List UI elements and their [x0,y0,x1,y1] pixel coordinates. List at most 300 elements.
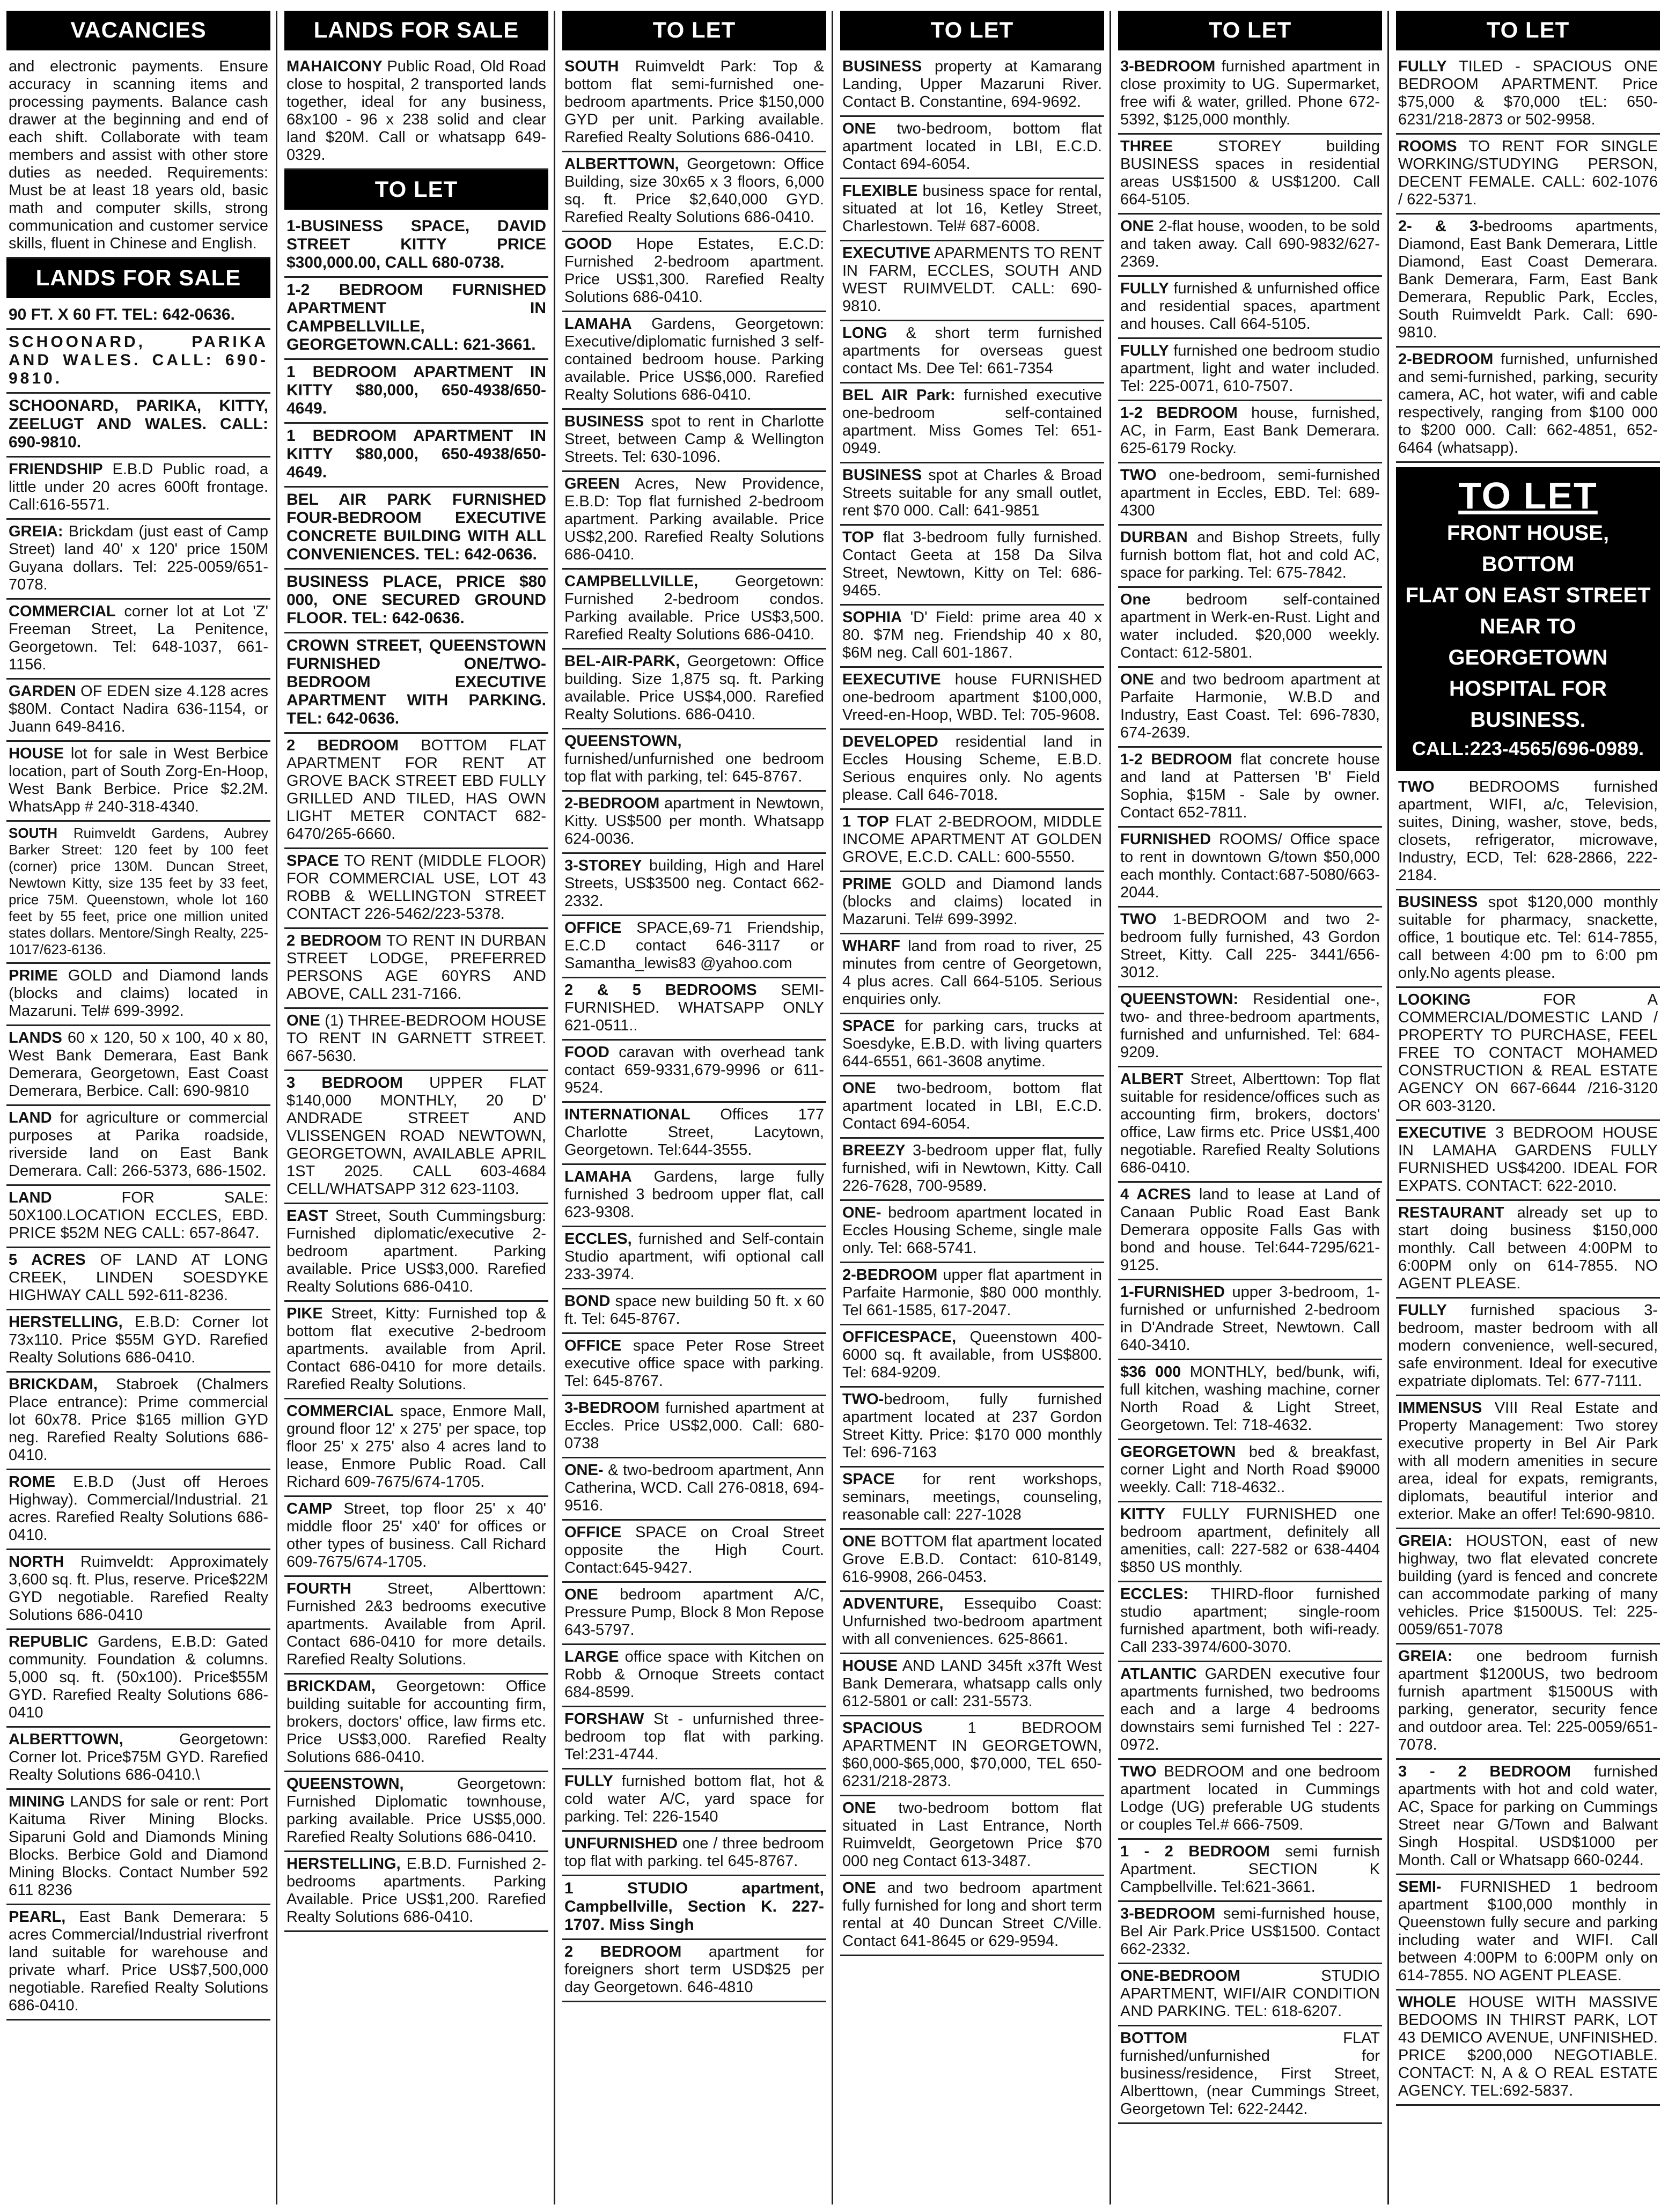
ad-lead: BUSINESS [842,467,922,484]
ad-body: GARDEN executive four apartments furnished, two bedrooms each and a large 4 bedrooms downstairs semi furnished Tel : 227-0972. [1120,1665,1380,1753]
ad-body: E.B.D Public road, a little under 20 acres 600ft frontage. Call:616-5571. [9,461,268,513]
classified-ad [1118,1902,1382,1964]
ad-body: Georgetown: Office building. Size 1,875 sq. ft. Parking available. Price US$4,000. Rarefied Realty Solutions. 686-0410. [564,653,824,723]
ad-lead: NORTH [9,1553,64,1570]
ad-body: and electronic payments. Ensure accuracy in scanning items and processing payments. Balance cash drawer at the beginning and end of each shift. Collaborate with team members and assist with other store duties as needed. Requirements: Must be at least 18 years old, basic math and computer skills, strong communication and customer service skills, fluent in Chinese and English. [9,58,268,252]
ad-lead: GARDEN [9,683,76,700]
ad-body: 3 BEDROOM HOUSE IN LAMAHA GARDENS FULLY FURNISHED US$4200. IDEAL FOR EXPATS. CONTACT: 622-2010. [1398,1124,1658,1195]
classified-ad [284,849,548,929]
classified-ad [6,1728,270,1790]
classified-ad [840,1654,1104,1716]
ad-lead: EXECUTIVE [1398,1124,1487,1141]
classified-ad [6,822,270,964]
ad-lead: 1-2 BEDROOM [1120,404,1238,422]
ad-body: business space for rental, situated at lot 16, Ketley Street, Charlestown. Tel# 687-6008. [842,182,1102,235]
ad-body: flat concrete house and land at Pattersen 'B' Field Sophia, $15M - Sale by owner. Contact 652-7811. [1120,751,1380,821]
classified-ad [284,1497,548,1577]
ad-lead: SPACE [842,1017,895,1035]
ad-body: Gardens, E.B.D: Gated community. Foundation & columns. 5,000 sq. ft. (50x100). Price$55M GYD. Rarefied Realty Solutions 686-0410 [9,1633,268,1721]
ad-body: Ruimveldt Gardens, Aubrey Barker Street: 120 feet by 100 feet (corner) price 130M. Duncan Street, Newtown Kitty, size 135 feet by 33 feet, price 75M. Queenstown, whole lot 160 feet by 55 feet, price one million united states dollars. Mentore/Singh Realty, 225-1017/623-6136. [9,825,268,957]
classified-ad [562,978,826,1041]
ad-lead: IMMENSUS [1398,1399,1482,1417]
ad-body: furnished and Self-contain Studio apartment, wifi optional call 233-3974. [564,1230,824,1283]
ad-body: 1-BEDROOM and two 2-bedroom fully furnished, 43 Gordon Street, Kitty. Call 225- 3441/656-3012. [1120,911,1380,981]
classified-ad [1118,1662,1382,1760]
ad-body: Acres, New Providence, E.B.D: Top flat furnished 2-bedroom apartment. Parking available. Price US$2,200. Rarefied Realty Solutions 686-0410. [564,475,824,563]
ad-lead: 2 BEDROOM [286,932,382,949]
ad-body: office space with Kitchen on Robb & Ornoque Streets contact 684-8599. [564,1648,824,1701]
classified-ad [562,1876,826,1940]
ad-body: Georgetown: Office building suitable for accounting firm, brokers, doctors' office, law firms etc. Price US$3,000. Rarefied Realty Solutions 686-0410. [286,1678,546,1766]
classified-ad [562,1227,826,1289]
classified-ad [6,1248,270,1310]
ad-lead: SPACE [842,1471,895,1488]
ad-lead: 4 ACRES [1120,1186,1191,1203]
classified-ad [840,55,1104,117]
classified-ad [840,1201,1104,1263]
ad-lead: 3 - 2 BEDROOM [1398,1763,1571,1780]
ad-body: UPPER FLAT $140,000 MONTHLY, 20 D' ANDRADE STREET AND VLISSENGEN ROAD NEWTOWN, GEORGETOWN, AVAILABLE APRIL 1ST 2025. CALL 603-4684 CELL/WHATSAPP 312 623-1103. [286,1074,546,1198]
ad-lead: ONE [842,1080,876,1097]
classified-ad [1118,55,1382,135]
ad-body: STUDIO APARTMENT, WIFI/AIR CONDITION AND PARKING. TEL: 618-6207. [1120,1967,1380,2020]
ad-lead: RESTAURANT [1398,1204,1504,1221]
ad-body: and two bedroom apartment at Parfaite Harmonie, W.B.D and Industry, East Coast. Tel: 696-7830, 674-2639. [1120,671,1380,741]
ad-lead: 2 BEDROOM [564,1943,682,1960]
classified-ad [284,278,548,360]
classified-ad [840,321,1104,384]
ad-body: BOTTOM FLAT APARTMENT FOR RENT AT GROVE BACK STREET EBD FULLY GRILLED AND TILED, HAS OWN LIGHT METER CONTACT 682-6470/265-6660. [286,737,546,843]
ad-body: furnished, unfurnished and semi-furnished, parking, security camera, AC, hot water, wifi and cable respectively, ranging from $100 000 to $200 000. Call: 662-4851, 652-6464 (whatsapp). [1398,351,1658,456]
ad-body: furnished apartment at Eccles. Price US$2,000. Call: 680-0738 [564,1399,824,1452]
classified-ad [840,1796,1104,1876]
ad-lead: ECCLES, [564,1230,632,1248]
ad-body: BEDROOM and one bedroom apartment located in Cummings Lodge (UG) preferable UG students or couples Tel.# 666-7509. [1120,1763,1380,1833]
ad-lead: EXECUTIVE [842,245,931,262]
ad-body: 2-flat house, wooden, to be sold and taken away. Call 690-9832/627-2369. [1120,218,1380,270]
classified-ad [840,1716,1104,1796]
classified-ad [1118,1183,1382,1280]
ad-lead: COMMERCIAL [286,1403,394,1420]
ad-body: SCHOONARD, PARIKA, KITTY, ZEELUGT AND WALES. CALL: 690-9810. [9,397,268,451]
ad-lead: ONE- [564,1462,604,1479]
ad-body: FULLY FURNISHED one bedroom apartment, definitely all amenities, call: 227-582 or 638-4404 $850 US monthly. [1120,1506,1380,1576]
display-ad-line: BUSINESS. [1470,708,1586,732]
ad-lead: 1-2 BEDROOM [1120,751,1232,768]
ad-lead: TWO [1120,467,1157,484]
ad-lead: ROOMS [1398,138,1457,155]
ad-lead: LARGE [564,1648,619,1665]
classified-ad [1118,668,1382,748]
ad-body: flat 3-bedroom fully furnished. Contact Geeta at 158 Da Silva Street, Newtown, Kitty on Tel: 686-9465. [842,529,1102,599]
ad-lead: GREIA: [1398,1648,1453,1665]
ad-body: Residential one-, two- and three-bedroom apartments, furnished and unfurnished. Tel: 684-9209. [1120,991,1380,1061]
ad-body: furnished apartments with hot and cold water, AC, Space for parking on Cummings Street near G/Town and Balwant Singh Hospital. USD$1000 per Month. Call or Whatsapp 660-0244. [1398,1763,1658,1869]
ad-lead: BOTTOM [1120,2030,1188,2047]
ad-lead: UNFURNISHED [564,1835,678,1852]
classified-ad [840,384,1104,463]
ad-body: FURNISHED 1 bedroom apartment $100,000 monthly in Queenstown fully secure and parking including water and WIFI. Call between 4:00PM to 6:00PM only on 614-7855. NO AGENT PLEASE. [1398,1878,1658,1984]
ad-body: Brickdam (just east of Camp Street) land 40' x 120' price 150M Guyana dollars. Tel: 225-0059/651-7078. [9,523,268,593]
ad-body: Street, Kitty: Furnished top & bottom flat executive 2-bedroom apartments. available from April. Contact 686-0410 for more details. Rarefied Realty Solutions. [286,1305,546,1393]
ad-body: 1 BEDROOM APARTMENT IN KITTY $80,000, 650-4938/650-4649. [286,427,546,481]
classified-ad [840,1468,1104,1530]
display-ad-title: TO LET [1458,475,1598,517]
classified-ad [1118,1760,1382,1840]
classified-ad [6,1026,270,1106]
classified-ad [1118,987,1382,1067]
classified-ad [840,1592,1104,1654]
ad-lead: ATLANTIC [1120,1665,1197,1683]
ad-lead: HERSTELLING, [9,1314,123,1331]
ad-lead: GOOD [564,235,612,253]
classified-ad [840,730,1104,810]
classified-ad [1396,348,1660,463]
ad-body: apartment for foreigners short term USD$25 per day Georgetown. 646-4810 [564,1943,824,1996]
ad-body: St - unfurnished three-bedroom top flat with parking. Tel:231-4744. [564,1710,824,1763]
classified-ad [562,570,826,650]
ad-lead: 1 TOP [842,813,890,830]
ad-body: TO RENT FOR SINGLE WORKING/STUDYING PERSON, DECENT FEMALE. CALL: 602-1076 / 622-5371. [1398,138,1658,208]
ad-body: bedroom apartment A/C, Pressure Pump, Block 8 Mon Repose 643-5797. [564,1586,824,1639]
ad-lead: ONE [1120,218,1154,235]
ad-lead: CAMP [286,1500,333,1517]
ad-lead: 3-BEDROOM [1120,58,1216,75]
ad-body: ROOMS/ Office space to rent in downtown G/town $50,000 each monthly. Contact:687-5080/663-2044. [1120,831,1380,901]
ad-body: SCHOONARD, PARIKA AND WALES. CALL: 690-9810. [9,333,268,387]
ad-body: for parking cars, trucks at Soesdyke, E.B.D. with living quarters 644-6551, 661-3608 anytime. [842,1017,1102,1070]
classified-ad [6,680,270,742]
ad-lead: SEMI- [1398,1878,1442,1896]
ad-lead: ALBERTTOWN, [564,156,679,173]
ad-body: Georgetown: Furnished Diplomatic townhouse, parking available. Price US$5,000. Rarefied Realty Solutions 686-0410. [286,1775,546,1846]
classified-ad [840,117,1104,179]
classified-ad [6,1310,270,1373]
classified-ad [840,1388,1104,1468]
ad-lead: FULLY [1120,280,1169,297]
ad-body: building, High and Harel Streets, US$3500 neg. Contact 662-2332. [564,857,824,910]
section-header: TO LET [284,170,548,210]
ad-lead: $36 000 [1120,1363,1181,1381]
ad-lead: EEXECUTIVE [842,671,941,688]
ad-body: East Bank Demerara: 5 acres Commercial/Industrial riverfront land suitable for warehouse and private wharf. Price US$7,500,000 negotiable. Rarefied Realty Solutions 686-0410. [9,1908,268,2014]
ad-lead: PRIME [842,875,892,893]
classified-ad [6,600,270,680]
classified-ad [6,964,270,1026]
classified-ad [562,916,826,978]
classified-ad [562,232,826,312]
ad-lead: LANDS [9,1029,62,1046]
ad-body: bedroom apartment located in Eccles Housing Scheme, single male only. Tel: 668-5741. [842,1204,1102,1257]
classified-ad [562,1458,826,1521]
classified-ad [1118,1440,1382,1502]
classified-ad [562,1289,826,1334]
section-header: TO LET [562,11,826,50]
classified-ad [1118,1502,1382,1582]
classified-ad [840,1876,1104,1956]
ad-lead: FOURTH [286,1580,351,1597]
ad-lead: TOP [842,529,875,546]
ad-lead: MAHAICONY [286,58,383,75]
classified-ad [1396,890,1660,988]
ad-body: semi-furnished house, Bel Air Park.Price US$1500. Contact 662-2332. [1120,1905,1380,1958]
ad-lead: THREE [1120,138,1173,155]
ad-lead: 2 BEDROOM [286,737,399,754]
classified-ad [840,1530,1104,1592]
ad-lead: FLEXIBLE [842,182,918,200]
section-header: TO LET [1118,11,1382,50]
classified-ad [840,1014,1104,1076]
classified-ad [1396,1645,1660,1760]
classified-ad [840,872,1104,934]
classified-ad [6,55,270,259]
ad-body: OF EDEN size 4.128 acres $80M. Contact Nadira 636-1154, or Juann 649-8416. [9,683,268,735]
ad-body: space, Enmore Mall, ground floor 12' x 275' per space, top floor 25' x 275' also 4 acres land to lease, Enmore Public Road. Call Richard 609-7675/674-1705. [286,1403,546,1491]
ad-body: LANDS for sale or rent: Port Kaituma River Mining Blocks. Siparuni Gold and Diamonds Mining Blocks. Berbice Gold and Diamond Mining Blocks. Contact Number 592 611 8236 [9,1793,268,1899]
classified-ad [1118,135,1382,215]
ad-lead: FORSHAW [564,1710,644,1728]
ad-body: TO RENT IN DURBAN STREET LODGE, PREFERRED PERSONS AGE 60YRS AND ABOVE, CALL 231-7166. [286,932,546,1002]
ad-lead: PIKE [286,1305,323,1322]
ad-lead: ROME [9,1473,55,1491]
ad-lead: 2-BEDROOM [842,1266,938,1284]
column-1 [6,11,270,2204]
ad-body: one / three bedroom top flat with parking. tel 645-8767. [564,1835,824,1870]
classified-ad [284,488,548,570]
classified-ad [840,606,1104,668]
ad-body: two-bedroom, bottom flat apartment located in LBI, E.C.D. Contact 694-6054. [842,1080,1102,1132]
display-ad [1396,467,1660,771]
ad-body: land to lease at Land of Canaan Public Road East Bank Demerara opposite Falls Gas with bond and house. Tel:644-7295/621-9125. [1120,1186,1380,1274]
ad-body: and two bedroom apartment fully furnished for long and short term rental at 40 Duncan Street C/Ville. Contact 641-8645 or 629-9594. [842,1879,1102,1950]
classified-ad [1118,1360,1382,1440]
ad-body: STOREY building BUSINESS spaces in residential areas US$1500 & US$1200. Call 664-5105. [1120,138,1380,208]
classified-ad [1118,463,1382,526]
classified-ad [6,1790,270,1905]
classified-ad [562,1165,826,1227]
classified-ad [562,1645,826,1707]
classified-ad [284,55,548,170]
classified-ad [562,1940,826,2002]
classified-ad [1396,55,1660,135]
classified-ad [562,792,826,854]
classified-ad [840,1263,1104,1325]
ad-body: Street, South Cummingsburg: Furnished diplomatic/executive 2-bedroom apartment. Parking available. Price US$3,000. Rarefied Realty Solutions 686-0410. [286,1207,546,1295]
classified-ad [1118,828,1382,908]
ad-lead: LAND [9,1189,52,1206]
classified-ad [6,303,270,330]
ad-body: spot $120,000 monthly suitable for pharmacy, snackette, office, 1 boutique etc. Tel: 614-7855, call between 4:00 pm to 6:00 pm only.No agents please. [1398,894,1658,982]
ad-body: AND LAND 345ft x37ft West Bank Demerara, whatsapp calls only 612-5801 or call: 231-5573. [842,1657,1102,1710]
ad-body: FOR SALE: 50X100.LOCATION ECCLES, EBD. PRICE $52M NEG CALL: 657-8647. [9,1189,268,1242]
ad-lead: ONE [842,1533,876,1550]
column-divider [1387,11,1389,2204]
classified-ad [1118,748,1382,828]
ad-body: lot for sale in West Berbice location, part of South Zorg-En-Hoop, West Bank Berbice. Price $2.2M. WhatsApp # 240-318-4340. [9,745,268,815]
column-4 [840,11,1104,2204]
ad-lead: 3-STOREY [564,857,642,874]
classified-ad [1396,1201,1660,1299]
ad-body: for agriculture or commercial purposes at Parika roadside, riverside land on East Bank Demerara. Call: 266-5373, 686-1502. [9,1109,268,1179]
display-ad-line: HOSPITAL FOR [1449,677,1607,701]
ad-body: bedrooms apartments, Diamond, East Bank Demerara, Little Diamond, East Coast Demerara. Bank Demerara, Farm, East Bank Demerara, Republic Park, Eccles, South Ruimveldt Park. Call: 690-9810. [1398,218,1658,341]
ad-lead: FULLY [1398,1302,1447,1319]
ad-body: MONTHLY, bed/bunk, wifi, full kitchen, washing machine, corner North Road & Light Street, Georgetown. Tel: 718-4632. [1120,1363,1380,1434]
classified-ad [284,360,548,424]
classified-ad [6,1905,270,2021]
classified-ad [562,1583,826,1645]
ad-body: 1 STUDIO apartment, Campbellville, Section K. 227-1707. Miss Singh [564,1879,824,1934]
ad-lead: MINING [9,1793,65,1810]
ad-lead: SOUTH [9,825,57,841]
ad-lead: ONE [286,1012,320,1029]
ad-lead: HOUSE [842,1657,898,1675]
ad-lead: TWO [1398,778,1435,795]
classified-ad [1118,277,1382,339]
column-divider [276,11,277,2204]
classified-ad [1396,1396,1660,1529]
ad-body: THIRD-floor furnished studio apartment; single-room furnished apartment, both wifi-ready. Call 233-3974/600-3070. [1120,1586,1380,1656]
ad-lead: SOUTH [564,58,619,75]
classified-ad [1396,1121,1660,1201]
ad-body: Public Road, Old Road close to hospital, 2 transported lands together, ideal for any business, 68x100 - 96 x 238 solid and clear land $20M. Call or whatsapp 649-0329. [286,58,546,164]
classified-ad [1396,988,1660,1121]
ad-body: caravan with overhead tank contact 659-9331,679-9996 or 611-9524. [564,1044,824,1096]
ad-body: upper flat apartment in Parfaite Harmonie, $80 000 monthly. Tel 661-1585, 617-2047. [842,1266,1102,1319]
ad-lead: BRICKDAM, [9,1376,98,1393]
ad-lead: REPUBLIC [9,1633,89,1650]
ad-lead: BREEZY [842,1142,906,1159]
ad-lead: ONE-BEDROOM [1120,1967,1240,1985]
ad-body: 3-bedroom upper flat, fully furnished, wifi in Newtown, Kitty. Call 226-7628, 700-9589. [842,1142,1102,1195]
ad-body: land from road to river, 25 minutes from centre of Georgetown, 4 plus acres. Call 664-5105. Serious enquiries only. [842,938,1102,1008]
ad-body: Hope Estates, E.C.D: Furnished 2-bedroom apartment. Price US$1,300. Rarefied Realty Solutions 686-0410. [564,235,824,306]
classified-ad [1118,339,1382,401]
ad-body: and Bishop Streets, fully furnish bottom flat, hot and cold AC, space for parking. Tel: 675-7842. [1120,529,1380,581]
ad-lead: One [1120,591,1151,608]
classified-ad [1396,1760,1660,1875]
classified-ad [6,458,270,520]
ad-body: SEMI-FURNISHED. WHATSAPP ONLY 621-0511.. [564,982,824,1034]
classified-ad [284,1204,548,1302]
ad-body: furnished bottom flat, hot & cold water A/C, yard space for parking. Tel: 226-1540 [564,1773,824,1825]
ad-body: TO RENT (MIDDLE FLOOR) FOR COMMERCIAL USE, LOT 43 ROBB & WELLINGTON STREET CONTACT 226-5462/223-5378. [286,852,546,923]
classified-ad [1118,588,1382,668]
ad-lead: GREEN [564,475,620,492]
classified-ad [562,55,826,152]
classified-ad [6,742,270,822]
ad-body: E.B.D: Corner lot 73x110. Price $55M GYD. Rarefied Realty Solutions 686-0410. [9,1314,268,1366]
ad-body: Gardens, large fully furnished 3 bedroom upper flat, call 623-9308. [564,1168,824,1221]
ad-lead: ONE [842,1879,876,1897]
ad-lead: 3-BEDROOM [1120,1905,1216,1922]
ad-lead: DEVELOPED [842,733,938,750]
ad-lead: 3-BEDROOM [564,1399,660,1417]
ad-body: furnished & unfurnished office and residential spaces, apartment and houses. Call 664-5105. [1120,280,1380,333]
ad-body: (1) THREE-BEDROOM HOUSE TO RENT IN GARNETT STREET. 667-5630. [286,1012,546,1065]
ad-lead: QUEENSTOWN, [286,1775,404,1793]
ad-body: SPACE on Croal Street opposite the High Court. Contact:645-9427. [564,1524,824,1576]
ad-body: E.B.D (Just off Heroes Highway). Commercial/Industrial. 21 acres. Rarefied Realty Solutions 686-0410. [9,1473,268,1544]
ad-body: BUSINESS PLACE, PRICE $80 000, ONE SECURED GROUND FLOOR. TEL: 642-0636. [286,573,546,627]
classified-ad [562,410,826,472]
ad-body: upper 3-bedroom, 1-furnished or unfurnished 2-bedroom in D'Andrade Street, Newtown. Call 640-3410. [1120,1284,1380,1354]
ad-lead: 2-BEDROOM [1398,351,1494,368]
ad-body: Queenstown 400-6000 sq. ft available, from US$800. Tel: 684-9209. [842,1329,1102,1381]
ad-lead: ONE [842,1800,876,1817]
classified-ad [284,1302,548,1399]
classified-ad [840,179,1104,241]
ad-lead: LAMAHA [564,315,632,333]
ad-lead: 2- & 3- [1398,218,1483,235]
ad-body: for rent workshops, seminars, meetings, counseling, reasonable call: 227-1028 [842,1471,1102,1523]
classified-ad [6,1550,270,1630]
ad-body: & short term furnished apartments for overseas guest contact Ms. Dee Tel: 661-7354 [842,325,1102,377]
ad-body: Ruimveldt: Approximately 3,600 sq. ft. Plus, reserve. Price$22M GYD negotiable. Rarefied Realty Solutions 686-0410 [9,1553,268,1624]
ad-lead: PRIME [9,967,58,984]
ad-lead: GEORGETOWN [1120,1443,1236,1461]
ad-body: VIII Real Estate and Property Management: Two storey executive property in Bel Air Park with all modern amenities in secure area, ideal for expats, remigrants, diplomats, beautiful interior and exterior. Make an offer! Tel:690-9810. [1398,1399,1658,1523]
ad-lead: LAND [9,1109,52,1126]
ad-lead: OFFICESPACE, [842,1329,957,1346]
ad-lead: PEARL, [9,1908,66,1926]
ad-body: Georgetown: Furnished 2-bedroom condos. Parking available. Price US$3,500. Rarefied Realty Solutions 686-0410. [564,573,824,643]
ad-lead: KITTY [1120,1506,1165,1523]
ad-body: spot to rent in Charlotte Street, between Camp & Wellington Streets. Tel: 630-1096. [564,413,824,466]
section-header: LANDS FOR SALE [6,259,270,298]
ad-body: Street, top floor 25' x 40' middle floor 25' x40' for offices or other types of business. Call Richard 609-7675/674-1705. [286,1500,546,1570]
classified-ad [1118,215,1382,277]
column-2 [284,11,548,2204]
ad-lead: SPACIOUS [842,1720,923,1737]
classified-ad [6,1106,270,1186]
classified-ad [284,570,548,633]
classified-ad [284,633,548,734]
classified-ad [284,929,548,1009]
ad-lead: BUSINESS [1398,894,1478,911]
ad-body: 60 x 120, 50 x 100, 40 x 80, West Bank Demerara, East Bank Demerara, Georgetown, East Coast Demerara, Berbice. Call: 690-9810 [9,1029,268,1100]
classified-ad [562,650,826,729]
classified-ad [284,734,548,849]
ad-body: FLAT furnished/unfurnished for business/residence, First Street, Alberttown, (near Cummings Street, Georgetown Tel: 622-2442. [1120,2030,1380,2118]
ad-body: APARMENTS TO RENT IN FARM, ECCLES, SOUTH AND WEST RUIMVELDT. CALL: 690-9810. [842,245,1102,315]
ad-lead: WHOLE [1398,1994,1456,2011]
ad-body: BOTTOM flat apartment located Grove E.B.D. Contact: 610-8149, 616-9908, 266-0453. [842,1533,1102,1586]
ad-lead: SPACE [286,852,339,869]
ad-lead: 3 BEDROOM [286,1074,403,1092]
ad-lead: DURBAN [1120,529,1188,546]
ad-body: space Peter Rose Street executive office space with parking. Tel: 645-8767. [564,1337,824,1390]
classified-ad [284,1577,548,1675]
ad-body: Georgetown: Corner lot. Price$75M GYD. Rarefied Realty Solutions 686-0410.\ [9,1731,268,1783]
ad-body: Offices 177 Charlotte Street, Lacytown, Georgetown. Tel:644-3555. [564,1106,824,1159]
column-divider [832,11,833,2204]
ad-body: already set up to start doing business $150,000 monthly. Call between 4:00PM to 6:00PM only on 614-7855. NO AGENT PLEASE. [1398,1204,1658,1292]
ad-lead: WHARF [842,938,900,955]
classified-ad [284,214,548,278]
column-6 [1396,11,1660,2204]
ad-body: semi furnish Apartment. SECTION K Campbellville. Tel:621-3661. [1120,1843,1380,1896]
ad-body: GOLD and Diamond lands (blocks and claims) located in Mazaruni. Tel# 699-3992. [842,875,1102,928]
ad-body: furnished executive one-bedroom self-contained apartment. Miss Gomes Tel: 651-0949. [842,387,1102,457]
ad-lead: FOOD [564,1044,609,1061]
ad-body: Essequibo Coast: Unfurnished two-bedroom apartment with all conveniences. 625-8661. [842,1595,1102,1648]
ad-body: bedroom, fully furnished apartment located at 237 Gordon Street Kitty. Price: $170 000 monthly Tel: 696-7163 [842,1391,1102,1461]
classified-ad [840,241,1104,321]
ad-body: Street, Alberttown: Furnished 2&3 bedrooms executive apartments. Available from April. Contact 686-0410 for more details. Rarefied Realty Solutions. [286,1580,546,1668]
classified-ad [6,1373,270,1470]
classified-ad [562,729,826,792]
